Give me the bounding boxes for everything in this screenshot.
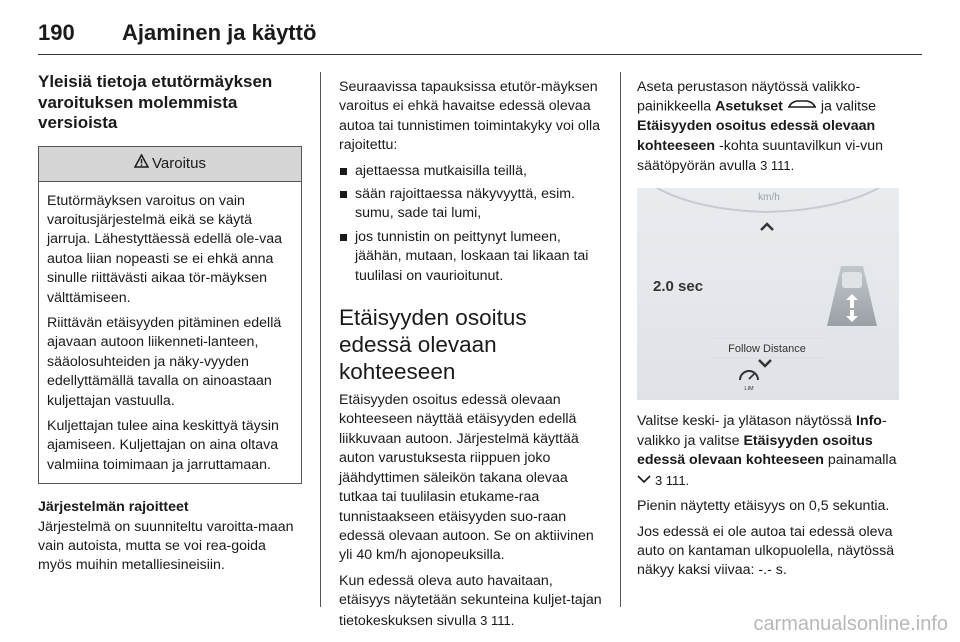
watermark: carmanualsonline.info xyxy=(753,613,948,635)
lead-car-icon xyxy=(842,272,862,288)
settings-menu-label: Asetukset xyxy=(715,98,783,115)
chapter-title: Ajaminen ja käyttö xyxy=(122,20,317,45)
list-item xyxy=(339,228,605,286)
settings-paragraph xyxy=(637,78,903,176)
body-text: ja valitse xyxy=(820,98,877,115)
no-vehicle-paragraph: Jos edessä ei ole autoa tai edessä oleva auto on kantaman ulkopuolella, näytössä näkyy kaksi viivaa: -.- s. xyxy=(637,523,895,579)
follow-distance-label: Follow Distance xyxy=(728,343,806,356)
column-divider-2 xyxy=(620,72,621,607)
min-distance-paragraph: Pienin näytetty etäisyys on 0,5 sekuntia. xyxy=(637,498,890,515)
limitations-intro: Seuraavissa tapauksissa etutör-mäyksen varoitus ei ehkä havaitse edessä olevaa autoa tai tunnistimen toimintakyky voi olla rajoitettu: xyxy=(339,79,601,154)
car-settings-icon xyxy=(787,97,817,116)
body-text: painamalla xyxy=(827,452,897,469)
body-text: Valitse keski- ja ylätason näytössä xyxy=(637,413,853,430)
column-1 xyxy=(38,72,302,582)
body-paragraph xyxy=(339,572,605,631)
warning-triangle-icon xyxy=(134,154,149,173)
page-number: 190 xyxy=(38,20,75,45)
chevron-down-icon xyxy=(637,471,651,490)
body-text: Aseta perustason näytössä valikko-painikkeella xyxy=(637,79,861,115)
column-3 xyxy=(637,78,903,587)
column-2 xyxy=(339,78,605,637)
bullet-square-icon xyxy=(340,191,347,198)
warning-box xyxy=(38,146,302,485)
body-text: Kun edessä oleva auto havaitaan, etäisyys näytetään sekunteina kuljet-tajan tietokeskuksen sivulla xyxy=(339,572,602,629)
warning-body xyxy=(39,182,301,484)
page-header xyxy=(38,14,922,55)
body-paragraph: Etäisyyden osoitus edessä olevaan kohteeseen näyttää etäisyyden edellä liikkuvaan autoon. Järjestelmä käyttää auton varustuksesta riippuen joko jäähdyttimen säleikön takana olevaa tutkaa tai tuulilasin etukame-raa tunnistaakseen etäisyyden suo-raan edessä olevaan autoon. Se on aktiivinen yli 40 km/h ajonopeuksilla. xyxy=(339,392,594,564)
list-item xyxy=(339,162,605,181)
body-text: -valikko ja valitse xyxy=(637,413,887,449)
limits-subheading: Järjestelmän rajoitteet xyxy=(38,499,189,516)
warning-title: Varoitus xyxy=(152,154,206,172)
section-heading: Etäisyyden osoitus edessä olevaan kohteeseen xyxy=(339,305,527,385)
list-item-text: ajettaessa mutkaisilla teillä, xyxy=(355,162,527,179)
body-text: -kohta suuntavilkun vi-vun säätöpyörän avulla xyxy=(637,137,884,175)
list-item xyxy=(339,185,605,224)
warning-paragraph: Kuljettajan tulee aina keskittyä täysin ajamiseen. Kuljettajan on aina oltava valmiina toimimaan ja jarruttamaan. xyxy=(47,417,279,473)
warning-paragraph: Etutörmäyksen varoitus on vain varoitusjärjestelmä eikä se käytä jarruja. Lähestyttäessä edellä ole-vaa autoa liian nopeasti se ei ehkä anna sinulle riittävästi aikaa tör-mäyksen välttämiseen. xyxy=(47,192,283,306)
section-title: Yleisiä tietoja etutörmäyksen varoituksen molemmista versioista xyxy=(38,72,273,132)
feature-name: Etäisyyden osoitus edessä olevaan kohteeseen xyxy=(637,118,876,154)
follow-distance-display-image xyxy=(637,188,899,400)
list-item-text: jos tunnistin on peittynyt lumeen, jäähän, mutaan, loskaan tai likaan tai tuulilasi on vaurioitunut. xyxy=(355,228,589,284)
speed-unit-label: km/h xyxy=(758,192,780,204)
limits-text: Järjestelmä on suunniteltu varoitta-maan vain autoista, mutta se voi rea-goida myös muihin metalliesineisiin. xyxy=(38,518,294,574)
bullet-square-icon xyxy=(340,234,347,241)
info-menu-label: Info xyxy=(855,413,882,430)
warning-paragraph: Riittävän etäisyyden pitäminen edellä ajavaan autoon liikenneti-lanteen, sääolosuhteiden ja näky-vyyden edellyttämällä tavalla on ainoastaan kuljettajan vastuulla. xyxy=(47,314,282,409)
page-reference-link[interactable]: 3 111. xyxy=(480,612,515,628)
list-item-text: sään rajoittaessa näkyvyyttä, esim. sumu, sade tai lumi, xyxy=(355,186,576,222)
limiter-label: LIM xyxy=(744,386,754,393)
feature-name: Etäisyyden osoitus edessä olevaan kohteeseen xyxy=(637,432,873,469)
following-time-value: 2.0 sec xyxy=(653,278,704,296)
column-divider-1 xyxy=(320,72,321,607)
page-reference-link[interactable]: 3 111. xyxy=(760,158,795,174)
info-paragraph xyxy=(637,412,903,491)
warning-header xyxy=(39,147,301,182)
limitations-list xyxy=(339,162,605,286)
bullet-square-icon xyxy=(340,168,347,175)
page-reference-link[interactable]: 3 111. xyxy=(654,472,690,488)
